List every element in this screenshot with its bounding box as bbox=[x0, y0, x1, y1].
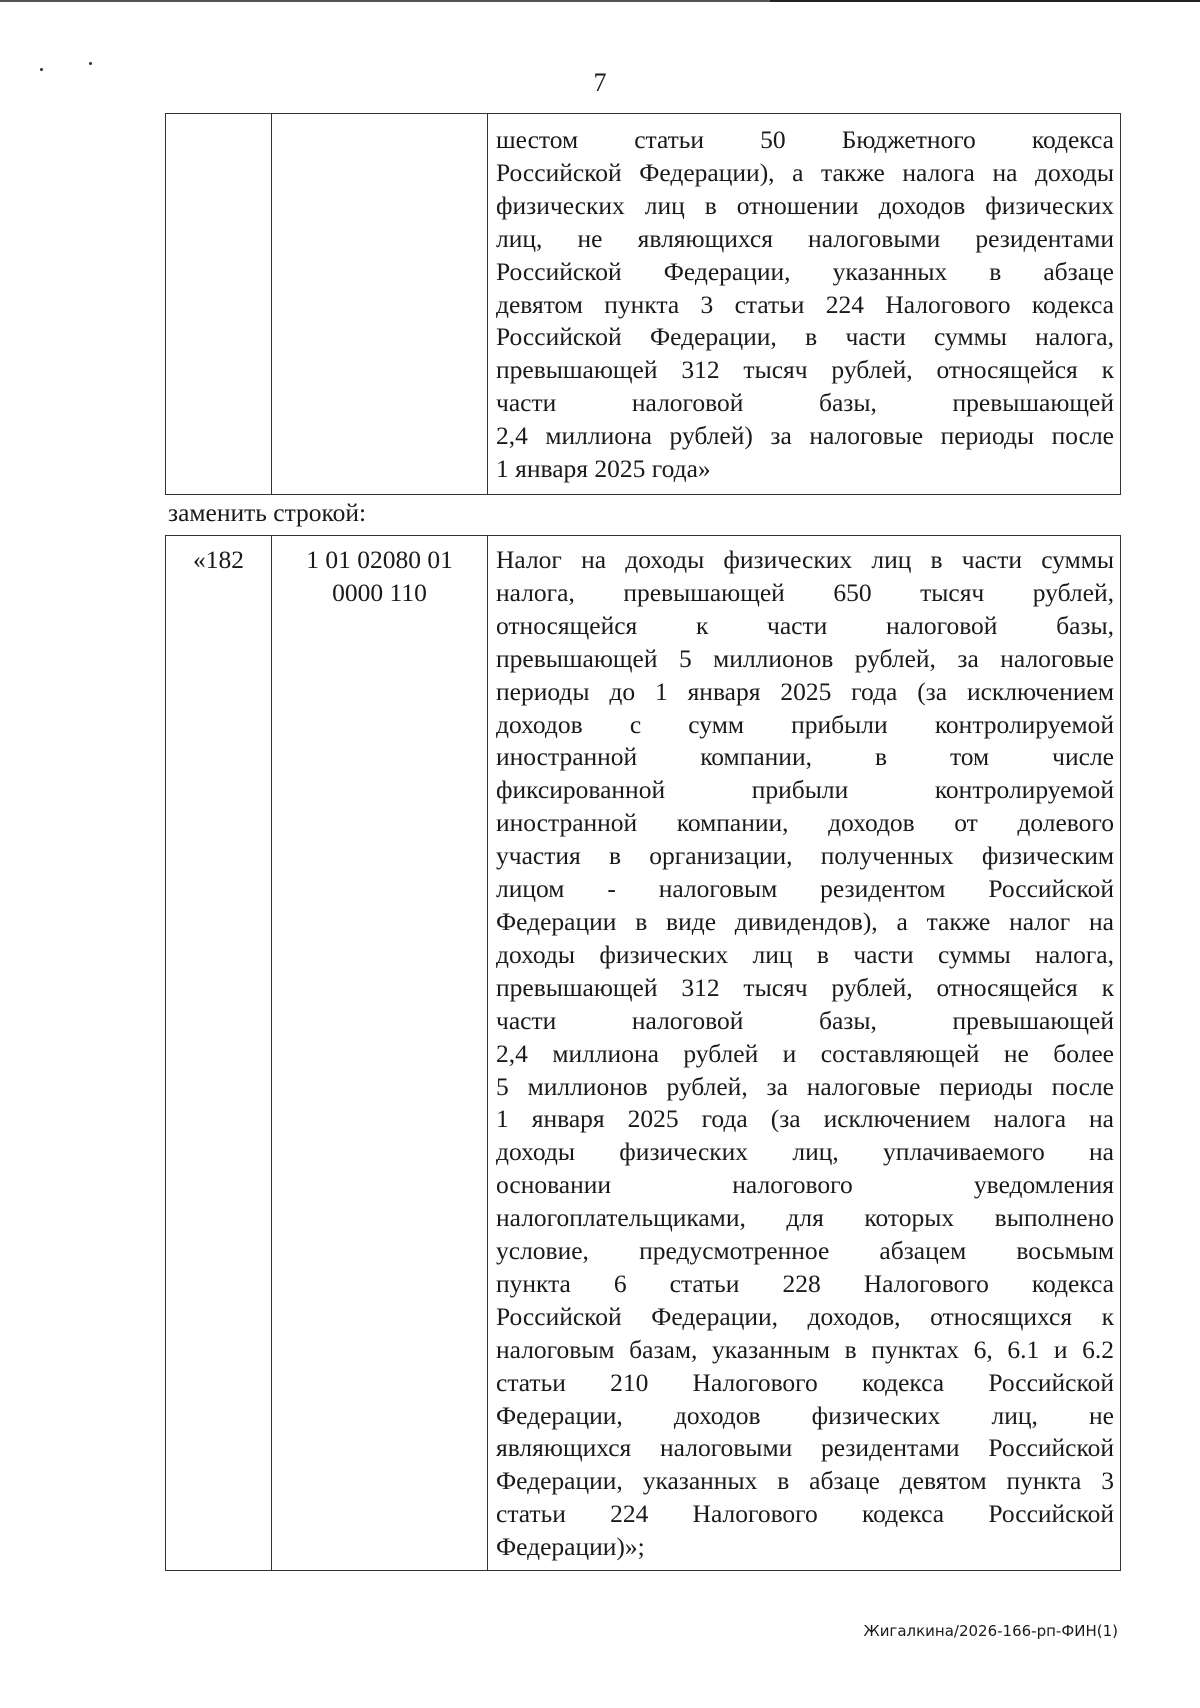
replace-instruction: заменить строкой: bbox=[168, 498, 367, 527]
text-line: Российской Федерации), а также налога на доходы bbox=[496, 157, 1114, 187]
text-line: налоговым базам, указанным в пунктах 6, 6.1 и 6.2 bbox=[496, 1334, 1114, 1364]
kbk-table-old-row bbox=[165, 113, 1121, 495]
table-row bbox=[166, 536, 1121, 1571]
text-line: Российской Федерации, доходов, относящихся к bbox=[496, 1301, 1114, 1331]
text-line: налогоплательщиками, для которых выполнено bbox=[496, 1203, 1114, 1233]
text-line: девятом пункта 3 статьи 224 Налогового кодекса bbox=[496, 289, 1114, 319]
text-line: пункта 6 статьи 228 Налогового кодекса bbox=[496, 1268, 1114, 1298]
page-number: 7 bbox=[593, 68, 607, 97]
text-line: части налоговой базы, превышающей bbox=[496, 388, 1114, 418]
text-line: являющихся налоговыми резидентами Российской bbox=[496, 1433, 1114, 1463]
kbk-cell bbox=[272, 114, 488, 495]
scan-top-edge-dark bbox=[770, 0, 1200, 2]
text-line: шестом статьи 50 Бюджетного кодекса bbox=[496, 125, 1114, 154]
text-line: Федерации, доходов физических лиц, не bbox=[496, 1400, 1114, 1430]
text-line: Федерации, указанных в абзаце девятом пункта 3 bbox=[496, 1466, 1114, 1496]
text-line: доходы физических лиц, уплачиваемого на bbox=[496, 1137, 1114, 1167]
text-line: лиц, не являющихся налоговыми резидентами bbox=[496, 223, 1114, 253]
text-line: участия в организации, полученных физическим bbox=[496, 841, 1114, 871]
description-cell bbox=[488, 114, 1121, 495]
document-id: Жигалкина/2026-166-рп-ФИН(1) bbox=[863, 1622, 1118, 1640]
kbk-line: 1 01 02080 01 bbox=[306, 545, 453, 574]
text-line: относящейся к части налоговой базы, bbox=[496, 610, 1114, 640]
code-cell bbox=[166, 114, 272, 495]
text-line: 2,4 миллиона рублей и составляющей не более bbox=[496, 1038, 1114, 1068]
kbk-table-new-row bbox=[165, 535, 1121, 1571]
text-line: основании налогового уведомления bbox=[496, 1170, 1114, 1200]
text-line: иностранной компании, доходов от долевого bbox=[496, 808, 1114, 838]
table-row bbox=[166, 114, 1121, 495]
scan-speck bbox=[89, 62, 92, 65]
text-line: Федерации в виде дивидендов), а также налог на bbox=[496, 906, 1114, 936]
kbk-line: 0000 110 bbox=[332, 577, 427, 607]
code-cell: «182 bbox=[166, 536, 272, 1571]
text-line: доходы физических лиц в части суммы налога, bbox=[496, 939, 1114, 969]
text-line: превышающей 5 миллионов рублей, за налоговые bbox=[496, 643, 1114, 673]
text-line: налога, превышающей 650 тысяч рублей, bbox=[496, 577, 1114, 607]
text-line: превышающей 312 тысяч рублей, относящейся к bbox=[496, 972, 1114, 1002]
text-line: доходов с сумм прибыли контролируемой bbox=[496, 709, 1114, 739]
text-line: статьи 210 Налогового кодекса Российской bbox=[496, 1367, 1114, 1397]
text-line: 1 января 2025 года (за исключением налога на bbox=[496, 1104, 1114, 1134]
text-line: фиксированной прибыли контролируемой bbox=[496, 775, 1114, 805]
text-line: условие, предусмотренное абзацем восьмым bbox=[496, 1236, 1114, 1266]
description-cell bbox=[488, 536, 1121, 1571]
kbk-cell bbox=[272, 536, 488, 1571]
text-line: Российской Федерации, указанных в абзаце bbox=[496, 256, 1114, 286]
text-line: иностранной компании, в том числе bbox=[496, 742, 1114, 772]
text-line: физических лиц в отношении доходов физических bbox=[496, 190, 1114, 220]
text-line: Федерации)»; bbox=[496, 1532, 645, 1562]
text-line: 5 миллионов рублей, за налоговые периоды после bbox=[496, 1071, 1114, 1101]
text-line: части налоговой базы, превышающей bbox=[496, 1005, 1114, 1035]
text-line: превышающей 312 тысяч рублей, относящейся к bbox=[496, 355, 1114, 385]
text-line: 1 января 2025 года» bbox=[496, 454, 711, 484]
text-line: лицом - налоговым резидентом Российской bbox=[496, 874, 1114, 904]
text-line: Налог на доходы физических лиц в части суммы bbox=[496, 545, 1114, 574]
text-line: Российской Федерации, в части суммы налога, bbox=[496, 322, 1114, 352]
text-line: периоды до 1 января 2025 года (за исключением bbox=[496, 676, 1114, 706]
text-line: статьи 224 Налогового кодекса Российской bbox=[496, 1499, 1114, 1529]
text-line: 2,4 миллиона рублей) за налоговые периоды после bbox=[496, 421, 1114, 451]
